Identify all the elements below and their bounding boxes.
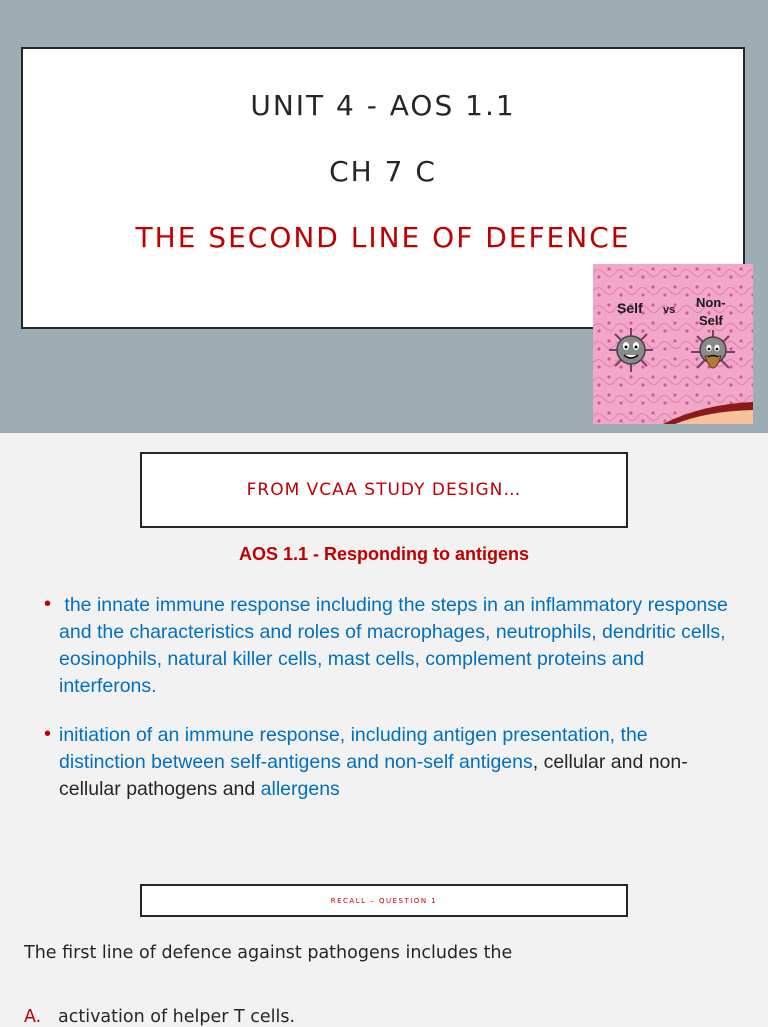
self-label: Self: [617, 300, 643, 316]
nonself-label-1: Non-: [696, 295, 726, 310]
bullet-dot-icon: •: [44, 593, 52, 615]
recall-title: RECALL – QUESTION 1: [330, 896, 438, 905]
question-text: The first line of defence against pathogens includes the: [24, 943, 513, 963]
bullet-text-part-3: allergens: [260, 778, 340, 800]
option-text: activation of helper T cells.: [58, 1007, 296, 1027]
option-letter: A.: [24, 1007, 42, 1027]
answer-option-a: [24, 1007, 744, 1027]
aos-heading: AOS 1.1 - Responding to antigens: [238, 544, 530, 564]
bullet-text: [59, 722, 734, 803]
bullet-text-part-1: initiation of an immune response, including antigen presentation, the distinction between self-antigens and non-self antigens: [59, 724, 648, 773]
bullet-item-immune-initiation: [44, 722, 734, 803]
title-slide: [0, 0, 768, 433]
recall-title-box: [140, 884, 628, 917]
bullet-text: the innate immune response including the steps in an inflammatory response and the characteristics and roles of macrophages, neutrophils, dendritic cells, eosinophils, natural killer cells, mast cells, complement proteins and interferons.: [59, 594, 728, 697]
topic-title: THE SECOND LINE OF DEFENCE: [135, 221, 631, 254]
study-design-slide: [0, 433, 768, 1027]
section-title: FROM VCAA STUDY DESIGN…: [246, 480, 522, 500]
nonself-label-2: Self: [699, 313, 723, 328]
vs-label: vs: [663, 304, 676, 316]
unit-title: UNIT 4 - AOS 1.1: [250, 89, 516, 122]
bullet-dot-icon: •: [44, 723, 52, 745]
bullet-text-part-2: , cellular and non-cellular pathogens and: [59, 751, 688, 800]
chapter-title: CH 7 C: [329, 155, 437, 188]
self-cell-icon: [609, 328, 653, 372]
self-vs-nonself-illustration: [593, 264, 753, 424]
bullet-item-innate-response: [44, 592, 734, 700]
section-title-box: [140, 452, 628, 528]
